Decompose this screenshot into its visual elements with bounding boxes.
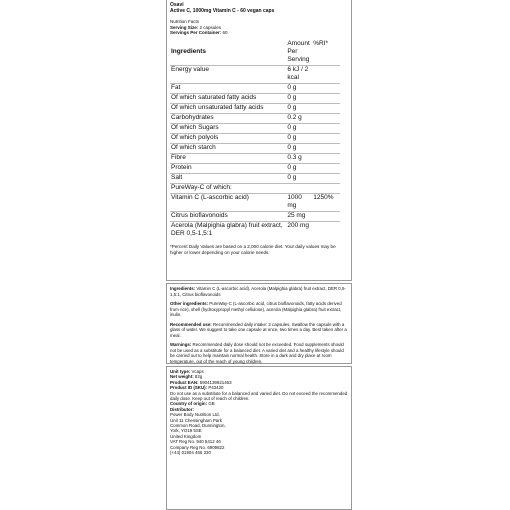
row-ri [312, 143, 340, 153]
row-ri [312, 153, 340, 163]
row-nutrient: PureWay-C of which: [170, 183, 286, 193]
row-nutrient: Fibre [170, 153, 286, 163]
table-row [170, 211, 340, 221]
row-ri [312, 163, 340, 173]
table-row [170, 221, 340, 239]
table-row [170, 173, 340, 183]
brand-name: Osavi [170, 2, 184, 8]
table-row [170, 163, 340, 173]
recommended-use-text: Recommended use: Recommended daily intake: 2 capsules. Swallow the capsule with a glass of water. We suggest to take one capsule at once, two times a day. Best taken after a meal. [170, 321, 347, 338]
row-amount: 0 g [286, 93, 312, 103]
row-nutrient: Of which starch [170, 143, 286, 153]
col-ri: %RI* [313, 40, 329, 47]
distributor-line: Common Road, Dunnington, [170, 423, 226, 429]
net-weight: Net weight: 82g [170, 374, 203, 380]
table-row [170, 113, 340, 123]
table-row [170, 193, 340, 211]
distributor-line: (+44) 01904 466 330 [170, 450, 211, 456]
row-amount: 0.3 g [286, 153, 312, 163]
table-row [170, 83, 340, 93]
row-amount: 0 g [286, 123, 312, 133]
distributor-label: Distributor: [170, 406, 194, 412]
distributor-address [170, 412, 348, 455]
row-nutrient: Of which unsaturated fatty acids [170, 103, 286, 113]
servings-per-container: Servings Per Container: 60 [170, 30, 228, 35]
row-nutrient: Vitamin C (L-ascorbic acid) [170, 193, 286, 211]
nutrition-table [170, 40, 340, 239]
row-amount [286, 183, 312, 193]
row-amount: 0 g [286, 173, 312, 183]
serving-size: Serving Size: 2 capsules [170, 24, 222, 30]
row-amount: 1000 mg [286, 193, 312, 211]
row-nutrient: Acerola (Malpighia glabra) fruit extract, DER 0,5-1,5:1 [170, 221, 286, 239]
row-ri [312, 113, 340, 123]
row-amount: 6 kJ / 2 kcal [286, 65, 312, 83]
usage-notice: Do not use as a substitute for a balanced and varied diet. Do not exceed the recommended daily dose. Keep out of reach of children. [170, 390, 348, 402]
row-amount: 0.2 g [286, 113, 312, 123]
daily-values-footnote: *Percent Daily Values are based on a 2,000 calorie diet. Your daily values may be higher or lower depending on your calorie needs. [170, 243, 336, 255]
row-nutrient: Carbohydrates [170, 113, 286, 123]
nutrition-facts-heading: Nutrition Facts [170, 19, 200, 24]
warnings-text: Warnings: Recommended daily dose should not be exceeded. Food supplements should not be used as a substitute for a balanced diet. A varied diet and a healthy lifestyle should be carried out to help maintain normal health. Store in a dark and dry place at room temperature, out of the reach of young children. [170, 342, 344, 364]
distributor-line: Unit 11 Chessingham Park [170, 417, 222, 423]
row-nutrient: Of which saturated fatty acids [170, 93, 286, 103]
col-ingredients: Ingredients [171, 48, 207, 55]
row-amount: 0 g [286, 143, 312, 153]
row-amount: 0 g [286, 163, 312, 173]
details-section [166, 283, 352, 364]
distributor-line: York, YO19 5SE [170, 428, 202, 434]
row-nutrient: Fat [170, 83, 286, 93]
distributor-line: United Kingdom [170, 433, 202, 439]
product-ean: Product EAN: 5904139921463 [170, 379, 232, 385]
table-row [170, 93, 340, 103]
other-ingredients-text: Other ingredients: PureWay-C (L-ascorbic acid, citrus bioflavonoids, fatty acids derived from rice), shell (hydroxypropyl methyl cellulose), acerola (Malpighia glabra) fruit extract, inulin. [170, 301, 342, 317]
table-row [170, 133, 340, 143]
row-ri [312, 183, 340, 193]
row-amount: 200 mg [286, 221, 312, 239]
country-of-origin: Country of origin: GB [170, 401, 215, 407]
table-row [170, 183, 340, 193]
ingredients-text: Ingredients: Vitamin C (L-ascorbic acid), Acerola (Malpighia glabra) fruit extract, DER 0,5-1,5:1, Citrus bioflavonoids [170, 286, 346, 297]
row-nutrient: Citrus bioflavonoids [170, 211, 286, 221]
nutrition-section [166, 0, 352, 281]
row-nutrient: Salt [170, 173, 286, 183]
product-info-section [166, 366, 352, 510]
row-ri [312, 173, 340, 183]
table-header-row [170, 40, 340, 66]
row-nutrient: Protein [170, 163, 286, 173]
row-amount: 0 g [286, 133, 312, 143]
row-nutrient: Of which Sugars [170, 123, 286, 133]
row-nutrient: Energy value [170, 65, 286, 83]
row-ri [312, 221, 340, 239]
row-ri [312, 83, 340, 93]
row-ri [312, 65, 340, 83]
distributor-line: Power Body Nutrition Ltd. [170, 412, 220, 418]
table-row [170, 143, 340, 153]
distributor-line: VAT Reg No. 940 5412 46 [170, 439, 221, 445]
table-row [170, 65, 340, 83]
product-title: Active C, 1000mg Vitamin C - 60 vegan caps [170, 8, 275, 14]
row-ri [312, 133, 340, 143]
row-ri [312, 123, 340, 133]
table-row [170, 103, 340, 113]
distributor-line: Company Reg No. 6909822 [170, 444, 225, 450]
row-ri [312, 211, 340, 221]
row-amount: 25 mg [286, 211, 312, 221]
table-row [170, 153, 340, 163]
unit-type: Unit type: Vcaps [170, 369, 204, 374]
row-ri [312, 103, 340, 113]
row-amount: 0 g [286, 103, 312, 113]
col-amount: Amount Per Serving [287, 40, 310, 63]
row-nutrient: Of which polyols [170, 133, 286, 143]
product-sku: Product ID (SKU): P43420 [170, 385, 224, 391]
table-row [170, 123, 340, 133]
row-ri: 1250% [312, 193, 340, 211]
row-amount: 0 g [286, 83, 312, 93]
row-ri [312, 93, 340, 103]
